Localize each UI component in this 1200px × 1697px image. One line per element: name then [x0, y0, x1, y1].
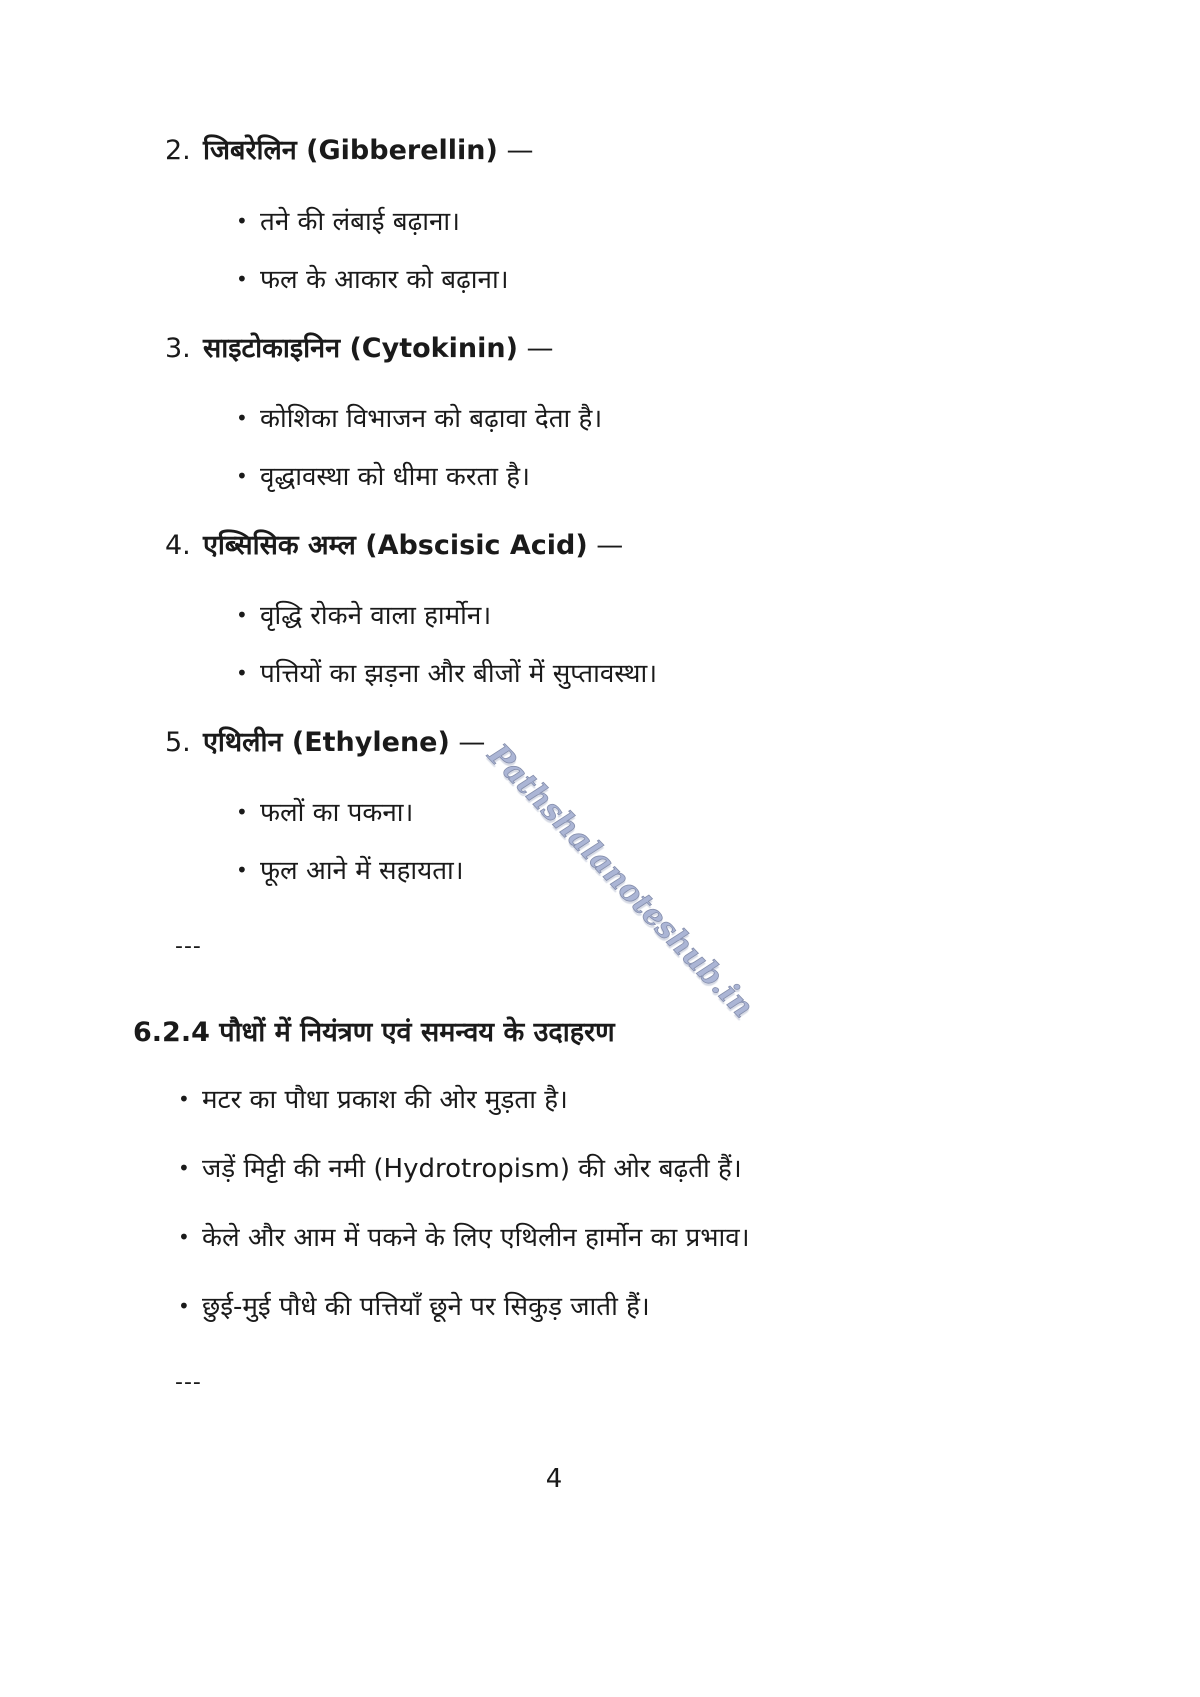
hormone-heading-ethylene — [165, 726, 485, 760]
list-item-text: फल के आकार को बढ़ाना। — [260, 265, 509, 295]
bullet-icon: • — [178, 1294, 190, 1318]
list-item-text: मटर का पौधा प्रकाश की ओर मुड़ता है। — [202, 1085, 568, 1115]
list-item-text: कोशिका विभाजन को बढ़ावा देता है। — [260, 404, 603, 434]
list-item — [178, 1082, 568, 1117]
hormone-heading-cytokinin — [165, 332, 554, 366]
list-item-text: वृद्धावस्था को धीमा करता है। — [260, 462, 530, 492]
em-dash: — — [506, 135, 534, 166]
list-item — [178, 1220, 750, 1255]
bullet-icon: • — [236, 267, 248, 291]
list-item — [236, 262, 509, 297]
list-number: 2. — [165, 135, 191, 166]
page-number: 4 — [545, 1464, 563, 1494]
list-item — [236, 853, 464, 888]
list-number: 3. — [165, 333, 191, 364]
list-item — [236, 795, 413, 830]
list-item-text: वृद्धि रोकने वाला हार्मोन। — [260, 601, 492, 631]
list-item-text: पत्तियों का झड़ना और बीजों में सुप्तावस्था। — [260, 659, 658, 689]
list-number: 5. — [165, 727, 191, 758]
bullet-icon: • — [178, 1225, 190, 1249]
separator: --- — [175, 1370, 202, 1395]
hormone-title: एथिलीन (Ethylene) — [203, 727, 450, 758]
hormone-title: जिबरेलिन (Gibberellin) — [203, 135, 498, 166]
list-item — [236, 401, 602, 436]
em-dash: — — [458, 727, 486, 758]
list-item — [236, 459, 530, 494]
hormone-title: एब्सिसिक अम्ल (Abscisic Acid) — [203, 530, 588, 561]
bullet-icon: • — [236, 661, 248, 685]
list-item-text: फूल आने में सहायता। — [260, 856, 464, 886]
hormone-heading-abscisic-acid — [165, 529, 623, 563]
bullet-icon: • — [178, 1087, 190, 1111]
bullet-icon: • — [236, 800, 248, 824]
list-number: 4. — [165, 530, 191, 561]
watermark-text: Pathshalanoteshub.in — [480, 737, 761, 1025]
list-item-text: केले और आम में पकने के लिए एथिलीन हार्मोन का प्रभाव। — [202, 1223, 750, 1253]
list-item — [236, 656, 657, 691]
bullet-icon: • — [236, 603, 248, 627]
em-dash: — — [526, 333, 554, 364]
list-item-text: जड़ें मिट्टी की नमी (Hydrotropism) की ओर बढ़ती हैं। — [202, 1154, 742, 1184]
bullet-icon: • — [178, 1156, 190, 1180]
section-heading: 6.2.4 पौधों में नियंत्रण एवं समन्वय के उदाहरण — [133, 1017, 615, 1048]
list-item-text: फलों का पकना। — [260, 798, 414, 828]
list-item — [178, 1289, 650, 1324]
list-item-text: छुई-मुई पौधे की पत्तियाँ छूने पर सिकुड़ जाती हैं। — [202, 1292, 650, 1322]
list-item-text: तने की लंबाई बढ़ाना। — [260, 207, 460, 237]
hormone-heading-gibberellin — [165, 134, 533, 168]
bullet-icon: • — [236, 464, 248, 488]
list-item — [236, 598, 491, 633]
hormone-title: साइटोकाइनिन (Cytokinin) — [203, 333, 518, 364]
list-item — [236, 204, 460, 239]
separator: --- — [175, 934, 202, 959]
bullet-icon: • — [236, 406, 248, 430]
list-item — [178, 1151, 742, 1186]
bullet-icon: • — [236, 858, 248, 882]
bullet-icon: • — [236, 209, 248, 233]
em-dash: — — [596, 530, 624, 561]
